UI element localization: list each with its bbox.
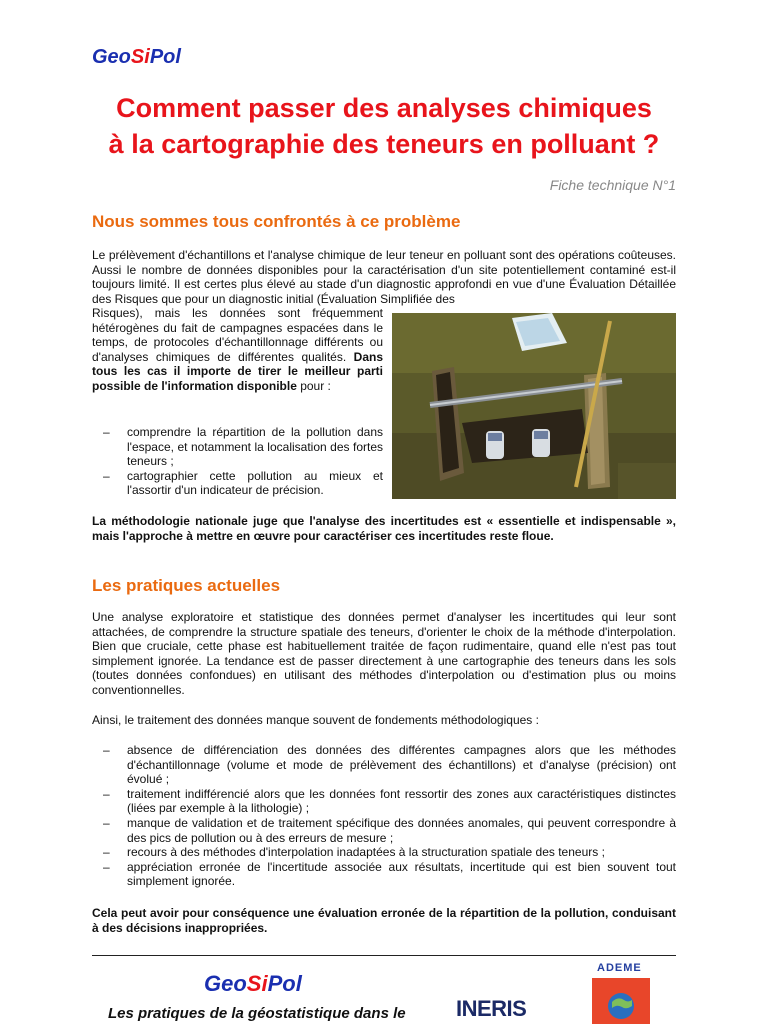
field-sampling-photo	[392, 313, 676, 499]
section-heading-pratiques: Les pratiques actuelles	[92, 576, 281, 595]
list-item: – absence de différenciation des données des différentes campagnes alors que les méthodes d'échantillonnage (volume et mode de prélèvement des échantillons) et d'analyse (précision) ont évolué ;	[92, 743, 676, 787]
page-title: Comment passer des analyses chimiques à la cartographie des teneurs en polluant ?	[108, 93, 660, 159]
footer-subtitle: Les pratiques de la géostatistique dans le	[108, 1005, 406, 1022]
ineris-logo: INERIS	[456, 996, 527, 1021]
practices-intro-line: Ainsi, le traitement des données manque souvent de fondements méthodologiques :	[92, 713, 539, 727]
list-item: – traitement indifférencié alors que les données font ressortir des zones aux caractéristiques distinctes (liées par exemple à la lithologie) ;	[92, 787, 676, 816]
list-item: – appréciation erronée de l'incertitude associée aux résultats, incertitude qui est bien souvent tout simplement ignorée.	[92, 860, 676, 889]
list-item: – cartographier cette pollution au mieux et l'assortir d'un indicateur de précision.	[92, 469, 383, 498]
list-item: – recours à des méthodes d'interpolation inadaptées à la structuration spatiale des teneurs ;	[92, 845, 676, 860]
fiche-label: Fiche technique N°1	[549, 177, 676, 193]
intro-paragraph-continued: Risques), mais les données sont fréquemment hétérogènes du fait de campagnes espacées dans le temps, de protocoles d'échantillonnage différents ou d'analyses chimiques de différentes qualités. Dans tous les cas il importe de tirer le meilleur parti possible de l'information disponible pour :	[92, 306, 383, 393]
intro-paragraph: Le prélèvement d'échantillons et l'analyse chimique de leur teneur en polluant sont des opérations coûteuses. Aussi le nombre de données disponibles pour la caractérisation d'un site potentiellement contaminé est-il toujours limité. Il est certes plus élevé au stade d'un diagnostic approfondi en vue d'une Évaluation Détaillée des Risques que pour un diagnostic initial (Évaluation Simplifiée des	[92, 248, 676, 306]
methodology-statement: La méthodologie nationale juge que l'analyse des incertitudes est « essentielle et indispensable », mais l'approche à mettre en œuvre pour caractériser ces incertitudes reste floue.	[92, 514, 676, 543]
photo-illustration	[392, 313, 676, 499]
footer-geosipol-logo: GeoSiPol	[204, 971, 302, 996]
list-item: – comprendre la répartition de la pollution dans l'espace, et notamment la localisation des fortes teneurs ;	[92, 425, 383, 469]
section-heading-probleme: Nous sommes tous confrontés à ce problème	[92, 212, 461, 231]
globe-icon	[592, 978, 650, 1024]
list-item: – manque de validation et de traitement spécifique des données anomales, qui peuvent correspondre à des pics de pollution ou à des erreurs de mesure ;	[92, 816, 676, 845]
geosipol-logo: GeoSiPol	[92, 46, 181, 68]
practices-paragraph: Une analyse exploratoire et statistique des données permet d'analyser les incertitudes qui leur sont attachées, de comprendre la structure spatiale des teneurs, d'orienter le choix de la méthode d'interpolation. Bien que cruciale, cette phase est habituellement traitée de façon rudimentaire, quand elle n'est pas tout simplement ignorée. La tendance est de passer directement à une cartographie des teneurs dans les sols (toutes données confondues) en utilisant des méthodes d'interpolation ou d'estimation plus ou moins conventionnelles.	[92, 610, 676, 697]
ademe-logo-label: ADEME	[597, 962, 642, 974]
shortcomings-list	[92, 743, 676, 889]
consequence-statement: Cela peut avoir pour conséquence une évaluation erronée de la répartition de la pollution, conduisant à des décisions inappropriées.	[92, 906, 676, 935]
footer-divider	[92, 955, 676, 956]
ademe-logo-icon	[592, 978, 650, 1024]
objectives-list	[92, 425, 383, 498]
